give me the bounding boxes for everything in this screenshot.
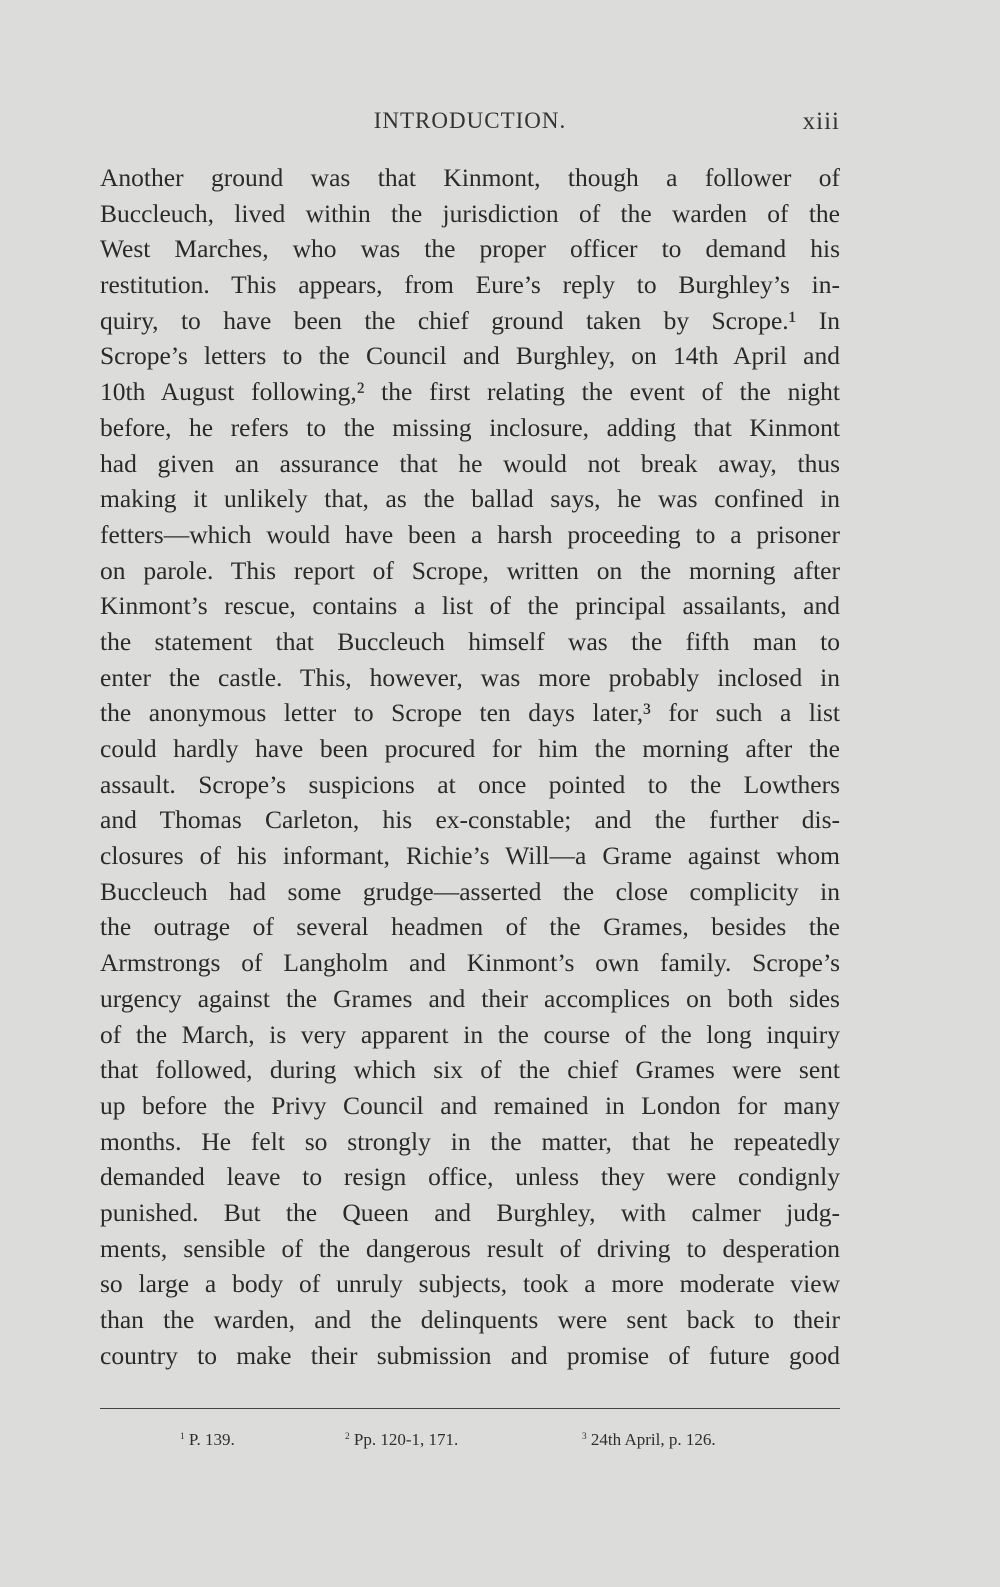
- text-line: on parole. This report of Scrope, written on the morning after: [100, 555, 840, 585]
- text-line: urgency against the Grames and their accomplices on both sides: [100, 983, 840, 1013]
- text-line: ments, sensible of the dangerous result of driving to desperation: [100, 1233, 840, 1263]
- text-line: so large a body of unruly subjects, took a more moderate view: [100, 1269, 840, 1299]
- text-line: assault. Scrope’s suspicions at once pointed to the Lowthers: [100, 769, 840, 799]
- footnotes: [100, 1430, 840, 1458]
- text-line: country to make their submission and promise of future good: [100, 1340, 840, 1370]
- text-line: could hardly have been procured for him the morning after the: [100, 734, 840, 763]
- text-line: had given an assurance that he would not break away, thus: [100, 448, 840, 478]
- footnote: [180, 1430, 235, 1450]
- text-line: Buccleuch had some grudge—asserted the close complicity in: [100, 876, 840, 906]
- footnote-text: 24th April, p. 126.: [590, 1430, 716, 1449]
- text-line: enter the castle. This, however, was more probably inclosed in: [100, 662, 840, 692]
- text-line: fetters—which would have been a harsh proceeding to a prisoner: [100, 519, 840, 549]
- text-line: before, he refers to the missing inclosure, adding that Kinmont: [100, 412, 840, 442]
- text-line: West Marches, who was the proper officer to demand his: [100, 234, 840, 264]
- text-line: closures of his informant, Richie’s Will—a Grame against whom: [100, 841, 840, 871]
- text-line: and Thomas Carleton, his ex-constable; and the further dis-: [100, 805, 840, 835]
- text-line: of the March, is very apparent in the course of the long inquiry: [100, 1019, 840, 1049]
- text-line: the outrage of several headmen of the Grames, besides the: [100, 912, 840, 942]
- text-line: up before the Privy Council and remained in London for many: [100, 1090, 840, 1120]
- text-line: Kinmont’s rescue, contains a list of the principal assailants, and: [100, 591, 840, 621]
- text-line: making it unlikely that, as the ballad says, he was confined in: [100, 484, 840, 514]
- text-line: restitution. This appears, from Eure’s reply to Burghley’s in-: [100, 270, 840, 300]
- text-line: Another ground was that Kinmont, though a follower of: [100, 163, 840, 192]
- text-line: that followed, during which six of the chief Grames were sent: [100, 1055, 840, 1085]
- text-line: the statement that Buccleuch himself was the fifth man to: [100, 626, 840, 656]
- footnote-mark: 2: [345, 1431, 350, 1442]
- text-line: demanded leave to resign office, unless they were condignly: [100, 1162, 840, 1192]
- footnote-mark: 3: [582, 1431, 587, 1442]
- text-line: Buccleuch, lived within the jurisdiction of the warden of the: [100, 198, 840, 228]
- text-line: 10th August following,² the first relating the event of the night: [100, 377, 840, 407]
- footnote-text: Pp. 120-1, 171.: [353, 1430, 459, 1449]
- text-line: Armstrongs of Langholm and Kinmont’s own family. Scrope’s: [100, 948, 840, 978]
- text-line: Scrope’s letters to the Council and Burghley, on 14th April and: [100, 341, 840, 371]
- text-line: months. He felt so strongly in the matter, that he repeatedly: [100, 1126, 840, 1156]
- footnote: [582, 1430, 716, 1450]
- text-line: quiry, to have been the chief ground taken by Scrope.¹ In: [100, 305, 840, 335]
- footnote-mark: 1: [180, 1431, 185, 1442]
- text-line: than the warden, and the delinquents were sent back to their: [100, 1305, 840, 1334]
- body-text: [100, 160, 840, 1373]
- footnote-text: P. 139.: [188, 1430, 235, 1449]
- running-head: INTRODUCTION.: [373, 108, 567, 133]
- page-number: xiii: [802, 108, 840, 135]
- text-line: the anonymous letter to Scrope ten days later,³ for such a list: [100, 698, 840, 728]
- footnote: [345, 1430, 458, 1450]
- page-header: [100, 108, 840, 140]
- footnote-rule: [100, 1408, 840, 1409]
- text-line: punished. But the Queen and Burghley, with calmer judg-: [100, 1197, 840, 1227]
